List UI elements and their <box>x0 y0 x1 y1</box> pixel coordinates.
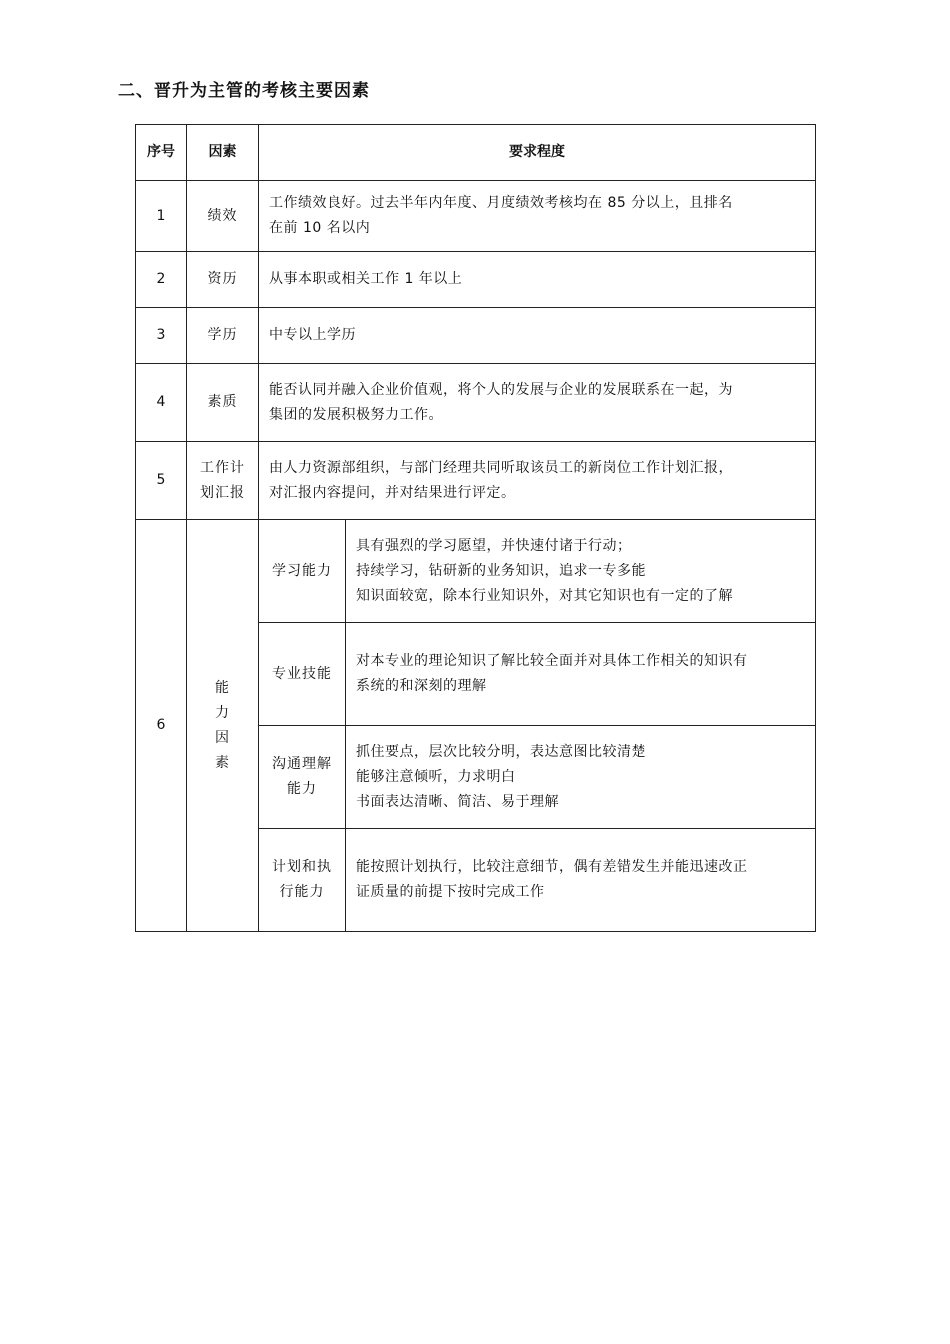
row-requirement <box>259 364 816 442</box>
sub-requirement <box>346 623 816 726</box>
sub-requirement <box>346 726 816 829</box>
requirement-line: 持续学习，钻研新的业务知识，追求一专多能 <box>356 562 646 579</box>
requirement-line: 能否认同并融入企业价值观，将个人的发展与企业的发展联系在一起，为 <box>269 381 733 398</box>
row-factor: 素质 <box>187 364 259 442</box>
factor-line: 划汇报 <box>200 484 245 501</box>
table-header-row <box>136 125 816 181</box>
sub-factor-line: 专业技能 <box>272 665 332 682</box>
requirement-line: 由人力资源部组织，与部门经理共同听取该员工的新岗位工作计划汇报， <box>269 459 733 476</box>
requirement-line: 对汇报内容提问，并对结果进行评定。 <box>269 484 516 501</box>
factor-char: 能 <box>215 679 230 696</box>
criteria-table <box>135 124 816 932</box>
sub-factor-line: 能力 <box>287 781 317 797</box>
requirement-line: 能够注意倾听，力求明白 <box>356 768 516 785</box>
table-row <box>136 520 816 623</box>
header-factor: 因素 <box>187 125 259 181</box>
row-number: 5 <box>136 442 187 520</box>
sub-factor <box>259 726 346 829</box>
row-factor: 资历 <box>187 252 259 308</box>
requirement-line: 能按照计划执行，比较注意细节，偶有差错发生并能迅速改正 <box>356 859 748 875</box>
row-factor <box>187 442 259 520</box>
requirement-line: 对本专业的理论知识了解比较全面并对具体工作相关的知识有 <box>356 653 748 669</box>
requirement-line: 具有强烈的学习愿望，并快速付诸于行动； <box>356 537 632 554</box>
sub-factor-line: 学习能力 <box>272 562 332 579</box>
requirement-line: 抓住要点，层次比较分明，表达意图比较清楚 <box>356 743 646 760</box>
factor-char: 力 <box>215 704 230 721</box>
sub-factor <box>259 623 346 726</box>
requirement-line: 中专以上学历 <box>269 327 356 343</box>
factor-char: 素 <box>215 754 230 771</box>
requirement-line: 知识面较宽，除本行业知识外，对其它知识也有一定的了解 <box>356 587 733 604</box>
sub-factor <box>259 829 346 932</box>
table-row <box>136 181 816 252</box>
row-requirement <box>259 442 816 520</box>
row-number: 1 <box>136 181 187 252</box>
table-row <box>136 442 816 520</box>
sub-requirement <box>346 520 816 623</box>
table-row <box>136 308 816 364</box>
header-number: 序号 <box>136 125 187 181</box>
requirement-line: 在前 10 名以内 <box>269 220 371 236</box>
requirement-line: 集团的发展积极努力工作。 <box>269 406 443 423</box>
requirement-line: 工作绩效良好。过去半年内年度、月度绩效考核均在 85 分以上，且排名 <box>269 195 733 211</box>
page-heading: 二、晋升为主管的考核主要因素 <box>118 81 370 101</box>
sub-factor-line: 行能力 <box>279 884 325 900</box>
row-factor: 学历 <box>187 308 259 364</box>
factor-char: 因 <box>215 729 230 746</box>
header-requirement: 要求程度 <box>259 125 816 181</box>
row-number: 4 <box>136 364 187 442</box>
row-number: 3 <box>136 308 187 364</box>
table-row <box>136 252 816 308</box>
sub-factor-line: 计划和执 <box>272 859 332 875</box>
sub-factor <box>259 520 346 623</box>
requirement-line: 书面表达清晰、简洁、易于理解 <box>356 793 559 810</box>
row-factor <box>187 520 259 932</box>
row-factor: 绩效 <box>187 181 259 252</box>
requirement-line: 从事本职或相关工作 1 年以上 <box>269 271 463 287</box>
table-row <box>136 364 816 442</box>
row-number: 6 <box>136 520 187 932</box>
requirement-line: 系统的和深刻的理解 <box>356 678 487 694</box>
row-requirement <box>259 181 816 252</box>
row-requirement <box>259 308 816 364</box>
row-number: 2 <box>136 252 187 308</box>
sub-factor-line: 沟通理解 <box>272 756 332 772</box>
factor-line: 工作计 <box>200 459 245 476</box>
row-requirement <box>259 252 816 308</box>
sub-requirement <box>346 829 816 932</box>
requirement-line: 证质量的前提下按时完成工作 <box>356 884 545 900</box>
